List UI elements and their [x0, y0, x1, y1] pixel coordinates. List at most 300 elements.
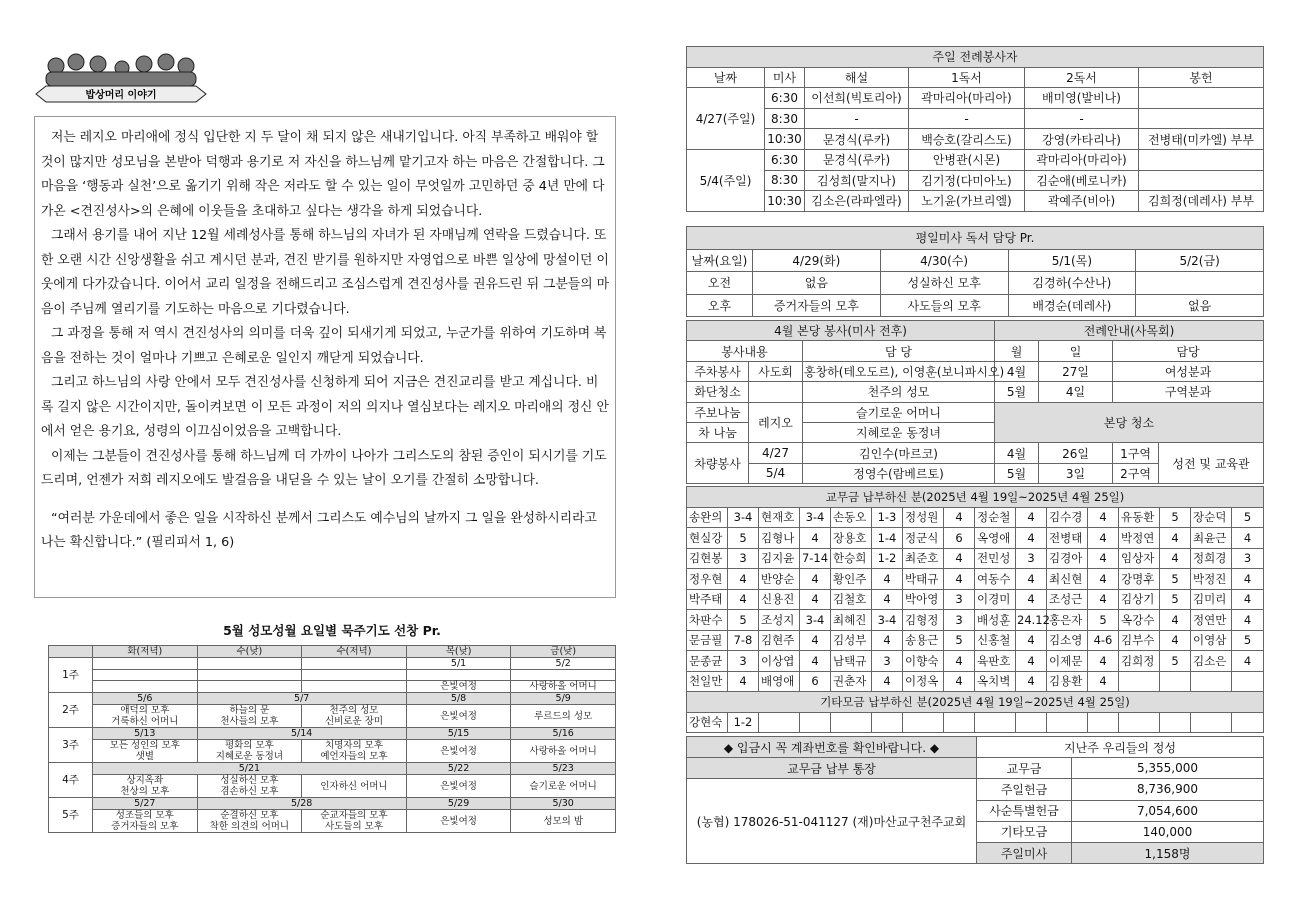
dues-months: 3 [944, 589, 975, 610]
essay-paragraph: 그래서 용기를 내어 지난 12월 세례성사를 통해 하느님의 자녀가 된 자매님께 연락을 드렸습니다. 또한 오랜 시간 신앙생활을 쉬고 계시던 분과, 견진 받기를 원하지만 자영업으로 바쁜 일상에 망설이던 이웃에게 다가갔습니다. 이어서 교리 일정을 전해드리고 조심스럽게 견진성사를 권유드린 뒤 그분들의 마음이 주님께 열리기를 기도하는 마음으로 기다렸습니다. [41, 228, 610, 317]
servers-cell [1139, 88, 1264, 109]
servers-cell [1139, 170, 1264, 191]
servers-cell: 곽마리아(마리아) [1025, 149, 1139, 170]
rosary-week-label: 1주 [49, 658, 93, 693]
dues-months: 5 [1232, 630, 1264, 651]
dues-name: 신홍철 [975, 630, 1016, 651]
servers-cell: 노기윤(가브리엘) [909, 191, 1025, 212]
dues-title: 교무금 납부하신 분(2025년 4월 19일~2025년 4월 25일) [687, 487, 1264, 508]
dues-name: 김미리 [1191, 589, 1232, 610]
rosary-week-label: 4주 [49, 763, 93, 798]
cleaning-zone: 2구역 [1113, 463, 1159, 483]
dues-months: 4 [728, 569, 759, 590]
weekday-cell: 증거자들의 모후 [753, 294, 881, 317]
dues-months: 4 [872, 569, 903, 590]
servers-cell: - [1025, 108, 1139, 129]
dues-months: 4 [944, 507, 975, 528]
april-right-header: 일 [1039, 341, 1113, 361]
servers-cell: 8:30 [765, 108, 805, 129]
april-service-table [686, 320, 1264, 484]
cleaning-place: 성전 및 교육관 [1159, 443, 1264, 484]
dues-name: 최신현 [1047, 569, 1088, 590]
other-dues-months [800, 712, 831, 733]
dues-row [687, 528, 1264, 549]
liturgy-team: 구역분과 [1113, 382, 1264, 402]
servers-header: 미사 [765, 67, 805, 88]
cleaning-month: 5월 [995, 463, 1039, 483]
rosary-cell: 치명자의 모후 예언자들의 모후 [302, 740, 407, 763]
parking-names: 홍창하(테오도르), 이영훈(보니파시오) [803, 361, 995, 381]
dues-months: 5 [1160, 589, 1191, 610]
servers-header: 날짜 [687, 67, 765, 88]
dues-months: 4 [728, 589, 759, 610]
dues-name: 현실강 [687, 528, 728, 549]
dues-months: 3 [944, 610, 975, 631]
dues-name: 이제문 [1047, 651, 1088, 672]
other-dues-name [1047, 712, 1088, 733]
dues-name: 김형정 [903, 610, 944, 631]
dues-months: 3-4 [872, 610, 903, 631]
dues-name: 차판수 [687, 610, 728, 631]
dues-name: 옥강수 [1119, 610, 1160, 631]
dues-months: 4 [1160, 630, 1191, 651]
rosary-cell: 성모의 밤 [511, 810, 616, 833]
dues-name: 이상엽 [759, 651, 800, 672]
rosary-date: 5/28 [197, 798, 406, 810]
dues-name: 문종균 [687, 651, 728, 672]
dues-name: 최준호 [903, 548, 944, 569]
rosary-date: 5/6 [93, 693, 198, 705]
other-dues-months: 1-2 [728, 712, 759, 733]
essay-quote: “여러분 가운데에서 좋은 일을 시작하신 분께서 그리스도 예수님의 날까지 그 일을 완성하시리라고 나는 확신합니다.” (필리피서 1, 6) [41, 510, 597, 550]
other-dues-months [1088, 712, 1119, 733]
bulletin-label: 주보나눔 [687, 402, 749, 422]
rosary-cell: 모든 성인의 모후 샛별 [93, 740, 198, 763]
rosary-header: 목(낮) [406, 646, 511, 658]
servers-cell: 전병태(미카엘) 부부 [1139, 129, 1264, 150]
essay-box [34, 116, 616, 598]
weekday-header: 4/29(화) [753, 249, 881, 272]
dues-months: 3 [1016, 548, 1047, 569]
servers-cell: 강영(카타리나) [1025, 129, 1139, 150]
vehicle-date: 4/27 [749, 443, 803, 463]
account-label: 교무금 납부 통장 [687, 758, 977, 779]
servers-cell: - [909, 108, 1025, 129]
weekday-cell: 없음 [753, 272, 881, 295]
dues-months: 4 [1016, 507, 1047, 528]
essay-paragraph: 이제는 그분들이 견진성사를 통해 하느님께 더 가까이 나아가 그리스도의 참된 증인이 되시기를 기도 드리며, 언젠가 저희 레지오에도 발걸음을 내딛을 수 있는 날이 오기를 간절히 소망합니다. [41, 448, 607, 488]
rosary-header: 화(저녁) [93, 646, 198, 658]
dues-name: 한승희 [831, 548, 872, 569]
dues-name: 강명후 [1119, 569, 1160, 590]
rosary-cell: 성실하신 모후 겸손하신 모후 [197, 775, 302, 798]
dues-name: 정성원 [903, 507, 944, 528]
rosary-cell: 은빛여정 [406, 775, 511, 798]
dues-name: 박아영 [903, 589, 944, 610]
dues-name: 김현주 [759, 630, 800, 651]
rosary-cell: 성조들의 모후 증거자들의 모후 [93, 810, 198, 833]
weekday-cell: 사도들의 모후 [880, 294, 1008, 317]
rosary-date: 5/9 [511, 693, 616, 705]
dues-months: 4 [800, 528, 831, 549]
account-notice: ◆ 입금시 꼭 계좌번호를 확인바랍니다. ◆ [687, 737, 977, 758]
dues-months: 4 [1088, 569, 1119, 590]
dues-months: 6 [944, 528, 975, 549]
dues-row [687, 548, 1264, 569]
offering-label: 사순특별헌금 [977, 800, 1072, 821]
rosary-cell: 하늘의 문 천사들의 모후 [197, 705, 302, 728]
dues-months: 7-14 [800, 548, 831, 569]
dues-name: 신용진 [759, 589, 800, 610]
dues-name: 박정연 [1119, 528, 1160, 549]
offering-label: 주일미사 [977, 842, 1072, 863]
dues-row [687, 569, 1264, 590]
flower-names: 천주의 성모 [803, 382, 995, 402]
rosary-week-label: 5주 [49, 798, 93, 833]
dues-months: 4 [944, 671, 975, 692]
other-dues-months [1232, 712, 1264, 733]
other-dues-row [687, 712, 1264, 733]
weekday-cell [1136, 272, 1264, 295]
rosary-date: 5/23 [511, 763, 616, 775]
servers-cell: 10:30 [765, 129, 805, 150]
april-right-title: 전례안내(사목회) [995, 321, 1264, 341]
april-right-header: 담당 [1113, 341, 1264, 361]
dues-name: 정순철 [975, 507, 1016, 528]
dues-name [1119, 671, 1160, 692]
dues-months: 4 [1088, 548, 1119, 569]
dues-name: 김성부 [831, 630, 872, 651]
april-left-header: 담 당 [803, 341, 995, 361]
rosary-header: 수(저녁) [302, 646, 407, 658]
dues-months: 4-6 [1088, 630, 1119, 651]
other-dues-name [759, 712, 800, 733]
weekday-header: 5/2(금) [1136, 249, 1264, 272]
dues-name: 김지윤 [759, 548, 800, 569]
servers-cell: 6:30 [765, 149, 805, 170]
weekday-cell: 배경순(데레사) [1008, 294, 1136, 317]
april-left-header: 봉사내용 [687, 341, 803, 361]
dues-months: 4 [1160, 610, 1191, 631]
dues-name: 박주태 [687, 589, 728, 610]
dues-months: 4 [944, 651, 975, 672]
dues-months: 4 [728, 671, 759, 692]
dues-name: 송용근 [903, 630, 944, 651]
rosary-corner [49, 646, 93, 658]
dues-name: 박태규 [903, 569, 944, 590]
liturgy-day: 4일 [1039, 382, 1113, 402]
people-illustration-icon [46, 54, 196, 86]
other-dues-name [975, 712, 1016, 733]
dues-months: 4 [1016, 671, 1047, 692]
dues-table [686, 486, 1264, 733]
dues-row [687, 651, 1264, 672]
liturgy-day: 27일 [1039, 361, 1113, 381]
dues-months: 4 [944, 548, 975, 569]
rosary-title: 5월 성모성월 요일별 묵주기도 선창 Pr. [223, 623, 441, 638]
dues-months: 4 [1016, 589, 1047, 610]
dues-name: 김부수 [1119, 630, 1160, 651]
april-right-header: 월 [995, 341, 1039, 361]
offering-label: 주일헌금 [977, 779, 1072, 800]
vehicle-label: 차량봉사 [687, 443, 749, 484]
liturgy-month: 4월 [995, 361, 1039, 381]
dues-months: 1-3 [872, 507, 903, 528]
servers-header: 1독서 [909, 67, 1025, 88]
servers-cell: 김순애(베로니카) [1025, 170, 1139, 191]
servers-cell [1139, 108, 1264, 129]
dues-months: 4 [1088, 507, 1119, 528]
dues-name: 이영삼 [1191, 630, 1232, 651]
rosary-date: 5/8 [406, 693, 511, 705]
rosary-date: 5/16 [511, 728, 616, 740]
servers-title: 주일 전례봉사자 [687, 47, 1264, 68]
dues-months: 3-4 [728, 507, 759, 528]
other-dues-name [831, 712, 872, 733]
dues-name: 김희정 [1119, 651, 1160, 672]
dues-name: 정희경 [1191, 548, 1232, 569]
dues-name: 옥영애 [975, 528, 1016, 549]
rosary-cell: 루르드의 성모 [511, 705, 616, 728]
dues-row [687, 589, 1264, 610]
essay-paragraph: 저는 레지오 마리애에 정식 입단한 지 두 달이 채 되지 않은 새내기입니다. 아직 부족하고 배워야 할 것이 많지만 성모님을 본받아 덕행과 용기로 저 자신을 하느님께 맡기고자 하는 마음은 간절합니다. 그 마음을 ‘행동과 실천’으로 옮기기 위해 작은 저라도 할 수 있는 일이 무엇일까 고민하던 중 4년 만에 다가온 <견진성사>의 은혜에 이웃들을 초대하고 싶다는 생각을 하게 되었습니다. [41, 130, 605, 219]
cleaning-day: 3일 [1039, 463, 1113, 483]
rosary-date: 5/1 [406, 658, 511, 670]
dues-months: 4 [1160, 548, 1191, 569]
dues-months: 4 [872, 630, 903, 651]
dues-months: 7-8 [728, 630, 759, 651]
cleaning-day: 26일 [1039, 443, 1113, 463]
dues-months: 5 [1160, 507, 1191, 528]
dues-months: 5 [1160, 569, 1191, 590]
rosary-table [48, 645, 616, 833]
dues-months: 4 [800, 569, 831, 590]
dues-name: 김소은 [1191, 651, 1232, 672]
dues-months: 4 [1088, 528, 1119, 549]
dues-months: 4 [800, 630, 831, 651]
dues-months: 4 [1232, 569, 1264, 590]
other-dues-title: 기타모금 납부하신 분(2025년 4월 19일~2025년 4월 25일) [687, 692, 1264, 713]
dues-name: 김소영 [1047, 630, 1088, 651]
rosary-date: 5/13 [93, 728, 198, 740]
rosary-date: 5/2 [511, 658, 616, 670]
dues-name: 문금필 [687, 630, 728, 651]
rosary-date: 5/30 [511, 798, 616, 810]
dues-name: 최혜진 [831, 610, 872, 631]
rosary-cell: 평화의 모후 지혜로운 동정녀 [197, 740, 302, 763]
dues-name: 현재호 [759, 507, 800, 528]
dues-months: 4 [1160, 528, 1191, 549]
servers-cell: 김희정(데레사) 부부 [1139, 191, 1264, 212]
dues-months: 5 [728, 610, 759, 631]
vehicle-names: 정영수(람베르토) [803, 463, 995, 483]
other-dues-name [1119, 712, 1160, 733]
dues-name: 임상자 [1119, 548, 1160, 569]
dues-months: 5 [1088, 610, 1119, 631]
dues-months: 4 [1088, 651, 1119, 672]
offering-title: 지난주 우리들의 정성 [977, 737, 1264, 758]
dues-months: 5 [1160, 651, 1191, 672]
dues-months: 4 [872, 589, 903, 610]
dues-months: 3 [728, 548, 759, 569]
rosary-cell: 사랑하올 어머니 [511, 681, 616, 693]
servers-cell: 백승호(갈리스도) [909, 129, 1025, 150]
dues-name: 황인주 [831, 569, 872, 590]
dues-name: 배영애 [759, 671, 800, 692]
dues-months: 3 [1232, 548, 1264, 569]
dues-row [687, 671, 1264, 692]
rosary-cell: 은빛여정 [406, 810, 511, 833]
tea-names: 지혜로운 동정녀 [803, 422, 995, 442]
dues-name: 이경미 [975, 589, 1016, 610]
dues-name [1191, 671, 1232, 692]
offering-value: 7,054,600 [1072, 800, 1264, 821]
flower-label: 화단청소 [687, 382, 749, 402]
dues-months: 4 [1232, 589, 1264, 610]
dues-name: 김상기 [1119, 589, 1160, 610]
rosary-week-label: 3주 [49, 728, 93, 763]
rosary-cell: 애덕의 모후 거룩하신 어머니 [93, 705, 198, 728]
dues-name: 전병태 [1047, 528, 1088, 549]
offering-label: 기타모금 [977, 821, 1072, 842]
account-number: (농협) 178026-51-041127 (재)마산교구천주교회 [687, 779, 977, 864]
dues-name: 정우현 [687, 569, 728, 590]
dues-name: 남택규 [831, 651, 872, 672]
other-dues-months [944, 712, 975, 733]
dues-months: 5 [944, 630, 975, 651]
rosary-date: 5/15 [406, 728, 511, 740]
offering-label: 교무금 [977, 758, 1072, 779]
rosary-week-label: 2주 [49, 693, 93, 728]
dues-months: 6 [800, 671, 831, 692]
dues-row [687, 630, 1264, 651]
servers-header: 2독서 [1025, 67, 1139, 88]
dues-months: 3 [872, 651, 903, 672]
servers-date: 5/4(주일) [687, 149, 765, 211]
dues-name: 송완의 [687, 507, 728, 528]
rosary-date: 5/27 [93, 798, 198, 810]
dues-months: 24.12 [1016, 610, 1047, 631]
dues-name: 유동환 [1119, 507, 1160, 528]
rosary-cell: 은빛여정 [406, 705, 511, 728]
bapsang-logo [36, 44, 206, 106]
dues-months [1232, 671, 1264, 692]
servers-table [686, 46, 1264, 212]
bulletin-group: 레지오 [749, 402, 803, 443]
servers-cell: 배미영(발비나) [1025, 88, 1139, 109]
other-dues-name [1191, 712, 1232, 733]
dues-name: 김철호 [831, 589, 872, 610]
servers-cell: - [805, 108, 909, 129]
parking-group: 사도회 [749, 361, 803, 381]
rosary-date: 5/29 [406, 798, 511, 810]
parking-label: 주차봉사 [687, 361, 749, 381]
rosary-cell: 순결하신 모후 착한 의견의 어머니 [197, 810, 302, 833]
dues-months: 5 [1232, 507, 1264, 528]
dues-name: 박정진 [1191, 569, 1232, 590]
offering-value: 8,736,900 [1072, 779, 1264, 800]
logo-title: 밥상머리 이야기 [85, 90, 157, 101]
other-dues-name: 강현숙 [687, 712, 728, 733]
servers-cell: 곽마리아(마리아) [909, 88, 1025, 109]
other-dues-months [1016, 712, 1047, 733]
account-table [686, 736, 1264, 864]
dues-name: 장용호 [831, 528, 872, 549]
servers-cell: 곽예주(비아) [1025, 191, 1139, 212]
servers-cell: 6:30 [765, 88, 805, 109]
dues-name: 권춘자 [831, 671, 872, 692]
servers-header: 봉헌 [1139, 67, 1264, 88]
servers-cell: 이선희(빅토리아) [805, 88, 909, 109]
weekday-table [686, 226, 1264, 317]
dues-name: 김수경 [1047, 507, 1088, 528]
rosary-cell: 슬기로운 어머니 [511, 775, 616, 798]
dues-name: 천일만 [687, 671, 728, 692]
weekday-header: 4/30(수) [880, 249, 1008, 272]
dues-months: 4 [1016, 651, 1047, 672]
offering-value: 140,000 [1072, 821, 1264, 842]
dues-months: 4 [1088, 589, 1119, 610]
rosary-cell: 사랑하올 어머니 [511, 740, 616, 763]
dues-name: 육판호 [975, 651, 1016, 672]
other-dues-months [872, 712, 903, 733]
rosary-date: 5/7 [197, 693, 406, 705]
dues-name: 김경아 [1047, 548, 1088, 569]
dues-name: 김형나 [759, 528, 800, 549]
cleaning-zone: 1구역 [1113, 443, 1159, 463]
dues-months: 3-4 [800, 507, 831, 528]
dues-name: 조성근 [1047, 589, 1088, 610]
dues-months: 3-4 [800, 610, 831, 631]
dues-name: 홍은자 [1047, 610, 1088, 631]
dues-name: 김현봉 [687, 548, 728, 569]
dues-months: 4 [944, 569, 975, 590]
dues-name: 장순덕 [1191, 507, 1232, 528]
liturgy-team: 여성분과 [1113, 361, 1264, 381]
rosary-cell: 인자하신 어머니 [302, 775, 407, 798]
servers-cell: 김성희(말지나) [805, 170, 909, 191]
weekday-cell: 김경하(수산나) [1008, 272, 1136, 295]
weekday-cell: 없음 [1136, 294, 1264, 317]
dues-months: 1-4 [872, 528, 903, 549]
dues-months: 4 [800, 651, 831, 672]
rosary-cell: 은빛여정 [406, 740, 511, 763]
dues-months: 4 [872, 671, 903, 692]
essay-paragraph: 그 과정을 통해 저 역시 견진성사의 의미를 더욱 깊이 되새기게 되었고, 누군가를 위하여 기도하며 복음을 전하는 것이 얼마나 기쁘고 은혜로운 일인지 깨닫게 되었습니다. [41, 326, 607, 366]
dues-months: 3 [728, 651, 759, 672]
servers-cell: 안병관(시몬) [909, 149, 1025, 170]
rosary-cell: 은빛여정 [406, 681, 511, 693]
rosary-header: 수(낮) [197, 646, 302, 658]
liturgy-month: 5월 [995, 382, 1039, 402]
weekday-cell: 성실하신 모후 [880, 272, 1008, 295]
servers-cell: 8:30 [765, 170, 805, 191]
dues-months: 4 [1232, 651, 1264, 672]
bulletin-names: 슬기로운 어머니 [803, 402, 995, 422]
dues-name: 정군식 [903, 528, 944, 549]
servers-cell [1139, 149, 1264, 170]
servers-cell: 김소은(라파엘라) [805, 191, 909, 212]
dues-months: 4 [800, 589, 831, 610]
dues-name: 여동수 [975, 569, 1016, 590]
vehicle-names: 김인수(마르코) [803, 443, 995, 463]
weekday-row-label: 오전 [687, 272, 753, 295]
rosary-cell: 순교자들의 모후 사도들의 모후 [302, 810, 407, 833]
dues-months: 4 [1232, 528, 1264, 549]
dues-months: 4 [1016, 528, 1047, 549]
dues-months: 4 [1088, 671, 1119, 692]
dues-name: 전민성 [975, 548, 1016, 569]
